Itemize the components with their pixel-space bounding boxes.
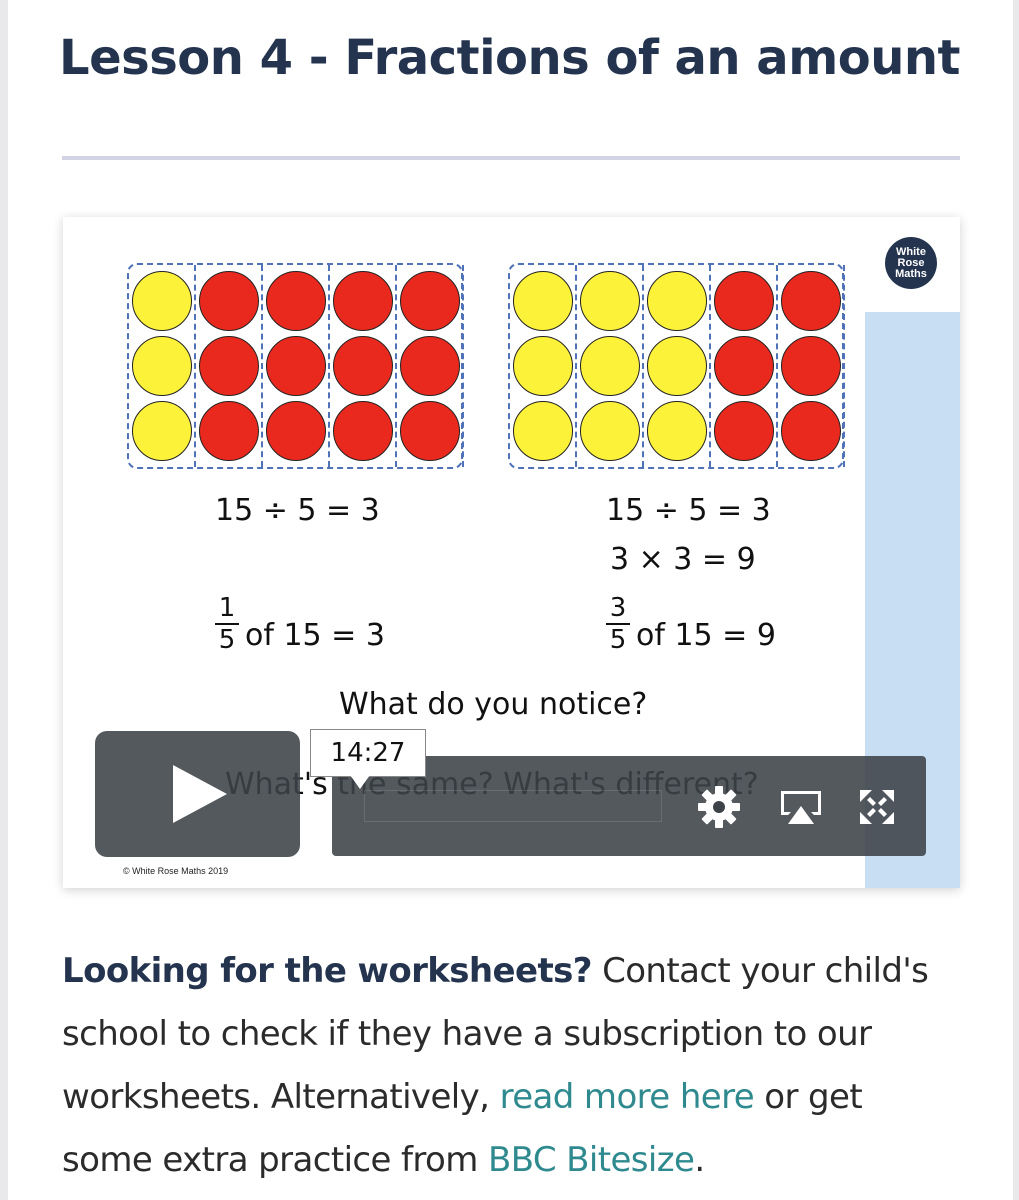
counter-array-left (127, 263, 463, 469)
red-counter (781, 271, 841, 331)
yellow-counter (580, 336, 640, 396)
red-counter (714, 401, 774, 461)
red-counter (199, 271, 259, 331)
red-counter (400, 401, 460, 461)
yellow-counter (513, 336, 573, 396)
worksheets-lead: Looking for the worksheets? (62, 951, 592, 991)
red-counter (714, 271, 774, 331)
bbc-bitesize-link[interactable]: BBC Bitesize (487, 1140, 695, 1180)
page-title: Lesson 4 - Fractions of an amount (59, 30, 960, 86)
red-counter (714, 336, 774, 396)
right-fraction: 3 5 (606, 595, 630, 653)
paragraph-text-3: . (694, 1140, 705, 1180)
progress-bar[interactable] (364, 790, 662, 822)
red-counter (199, 401, 259, 461)
left-fraction: 1 5 (215, 595, 239, 653)
left-fraction-equation: of 15 = 3 (245, 618, 385, 653)
yellow-counter (647, 271, 707, 331)
white-rose-maths-logo: White Rose Maths (885, 237, 937, 289)
yellow-counter (580, 401, 640, 461)
airplay-icon[interactable] (778, 788, 824, 828)
red-counter (400, 336, 460, 396)
play-button[interactable] (95, 731, 300, 857)
left-frame (0, 0, 8, 1200)
play-icon (167, 763, 229, 825)
red-counter (781, 336, 841, 396)
right-multiplication-equation: 3 × 3 = 9 (610, 542, 756, 577)
red-counter (781, 401, 841, 461)
fullscreen-icon[interactable] (858, 788, 896, 826)
red-counter (199, 336, 259, 396)
title-divider (62, 156, 960, 160)
yellow-counter (580, 271, 640, 331)
red-counter (266, 336, 326, 396)
red-counter (266, 271, 326, 331)
paragraph-text-1: Contact your child's school to check if they have a subscription to our worksheets. Alternatively, (62, 951, 929, 1117)
counter-array-right (508, 263, 844, 469)
red-counter (333, 401, 393, 461)
read-more-link[interactable]: read more here (499, 1077, 755, 1117)
left-division-equation: 15 ÷ 5 = 3 (215, 493, 380, 528)
yellow-counter (647, 336, 707, 396)
slide-copyright: © White Rose Maths 2019 (123, 866, 229, 876)
yellow-counter (647, 401, 707, 461)
yellow-counter (132, 401, 192, 461)
yellow-counter (513, 271, 573, 331)
paragraph-text-2: or get some extra practice from (62, 1077, 863, 1180)
red-counter (333, 336, 393, 396)
red-counter (400, 271, 460, 331)
video-player[interactable] (63, 217, 960, 888)
yellow-counter (132, 271, 192, 331)
settings-icon[interactable] (696, 784, 742, 830)
yellow-counter (513, 401, 573, 461)
time-tooltip: 14:27 (310, 729, 426, 777)
right-fraction-equation: of 15 = 9 (636, 618, 776, 653)
yellow-counter (132, 336, 192, 396)
right-division-equation: 15 ÷ 5 = 3 (606, 493, 771, 528)
slide-prompt: What do you notice? (339, 687, 648, 722)
red-counter (266, 401, 326, 461)
worksheets-paragraph (62, 940, 957, 1192)
red-counter (333, 271, 393, 331)
right-frame (1013, 0, 1019, 1200)
time-tooltip-tail (350, 775, 370, 789)
